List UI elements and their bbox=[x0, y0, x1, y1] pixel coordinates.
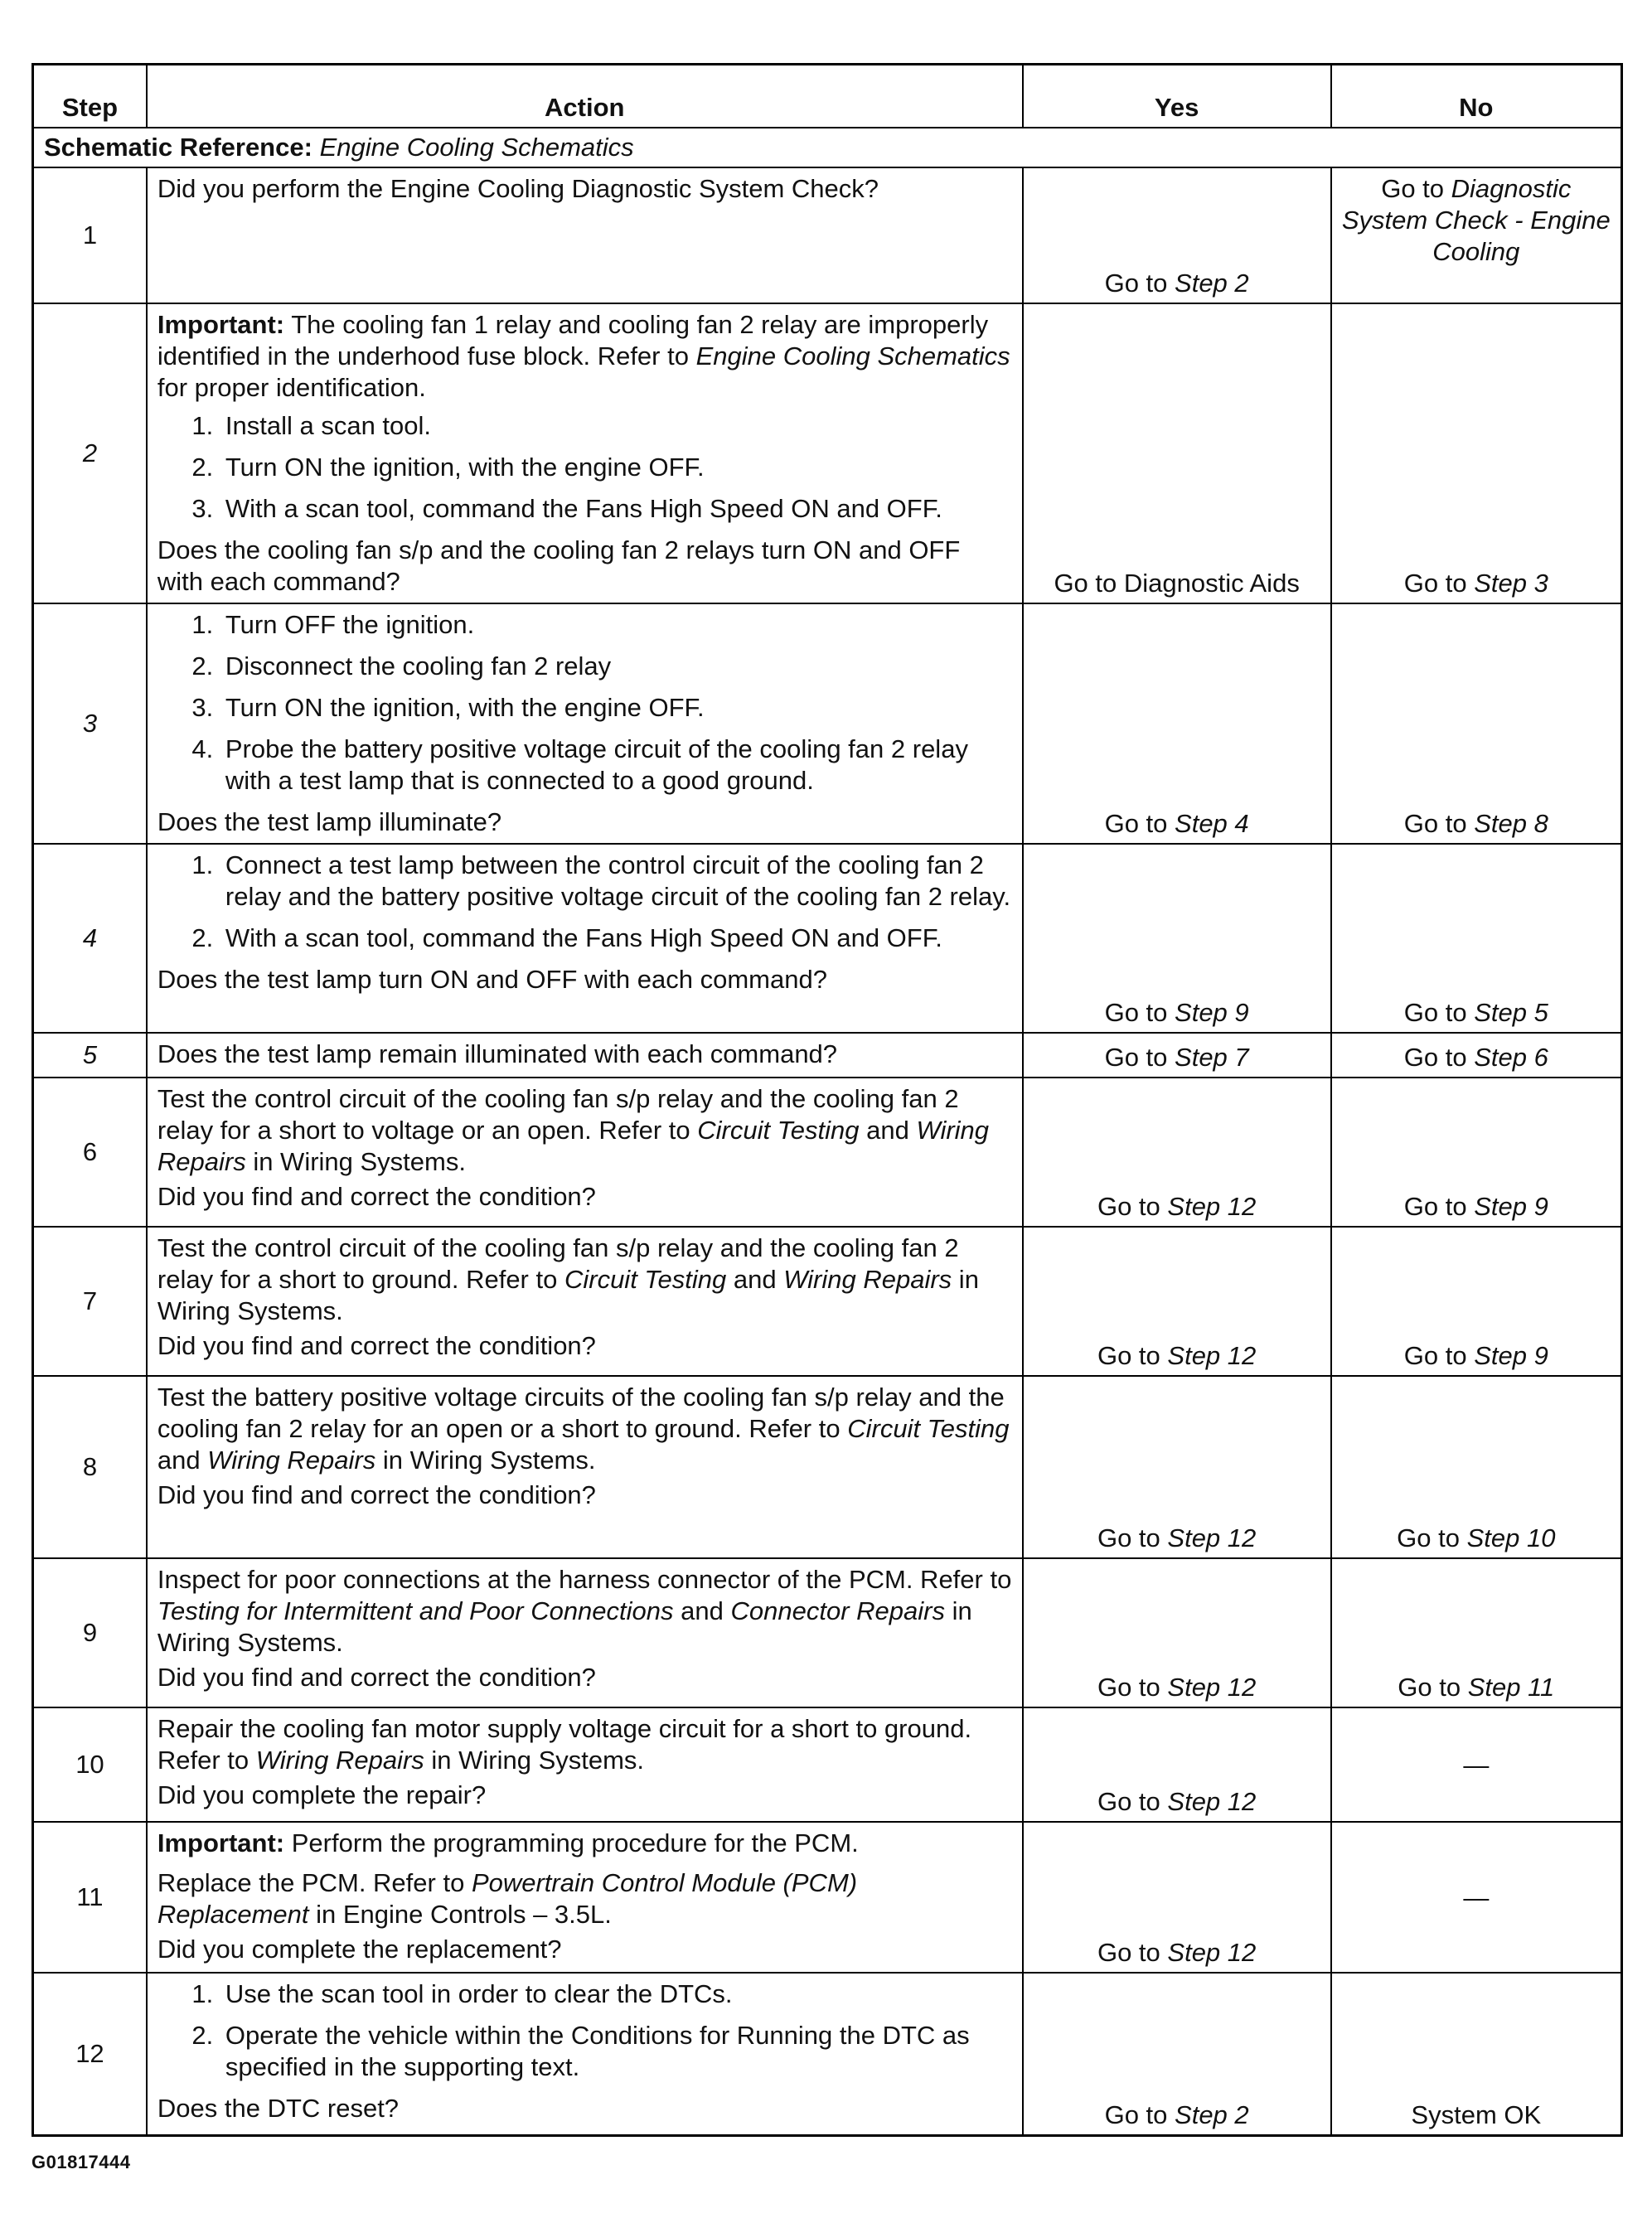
important-text-end: for proper identification. bbox=[157, 373, 426, 402]
yes-step-link[interactable]: Step 4 bbox=[1175, 809, 1249, 838]
figure-code: G01817444 bbox=[31, 2152, 131, 2172]
yes-cell bbox=[1023, 1822, 1331, 1973]
table-row bbox=[33, 603, 1622, 844]
action-cell bbox=[147, 603, 1023, 844]
yes-step-link[interactable]: Step 7 bbox=[1175, 1043, 1249, 1072]
yes-prefix: Go to bbox=[1097, 1523, 1168, 1552]
schematic-reference-row bbox=[33, 128, 1622, 167]
list-item: 2. With a scan tool, command the Fans High Speed ON and OFF. bbox=[220, 923, 1012, 954]
header-step: Step bbox=[33, 65, 147, 128]
important-text: The cooling fan 1 relay and cooling fan 2 relay are improperly identified in the underhood fuse block. Refer to bbox=[157, 310, 989, 370]
no-step-link[interactable]: Step 5 bbox=[1474, 998, 1548, 1027]
table-row bbox=[33, 1558, 1622, 1707]
yes-cell bbox=[1023, 1558, 1331, 1707]
action-cell bbox=[147, 1078, 1023, 1227]
yes-prefix: Go to bbox=[1104, 269, 1175, 298]
header-yes: Yes bbox=[1023, 65, 1331, 128]
no-prefix: Go to bbox=[1381, 174, 1451, 203]
yes-prefix: Go to bbox=[1097, 1938, 1168, 1967]
action-question: Did you complete the replacement? bbox=[157, 1935, 562, 1964]
list-item: 1. Connect a test lamp between the control circuit of the cooling fan 2 relay and the battery positive voltage circuit of the cooling fan 2 relay. bbox=[220, 850, 1012, 913]
action-question: Does the test lamp remain illuminated with each command? bbox=[157, 1039, 838, 1068]
yes-cell bbox=[1023, 844, 1331, 1033]
action-text-part: and bbox=[157, 1446, 208, 1475]
action-cell bbox=[147, 1033, 1023, 1078]
table-row bbox=[33, 1376, 1622, 1558]
action-cell bbox=[147, 1376, 1023, 1558]
no-step-link[interactable]: Step 9 bbox=[1474, 1192, 1548, 1221]
schematic-reference-cell bbox=[33, 128, 1622, 167]
important-label: Important: bbox=[157, 310, 285, 339]
header-no: No bbox=[1331, 65, 1622, 128]
step-number: 5 bbox=[33, 1033, 147, 1078]
no-cell bbox=[1331, 1227, 1622, 1376]
action-cell bbox=[147, 1558, 1023, 1707]
table-row bbox=[33, 1227, 1622, 1376]
action-cell bbox=[147, 167, 1023, 303]
action-text-part: in Wiring Systems. bbox=[245, 1147, 466, 1176]
action-text bbox=[157, 1564, 1012, 1659]
step-number: 10 bbox=[33, 1707, 147, 1822]
yes-step-link[interactable]: Step 12 bbox=[1167, 1341, 1257, 1370]
list-item: 2. Operate the vehicle within the Conditions for Running the DTC as specified in the supporting text. bbox=[220, 2020, 1012, 2083]
action-text-part: and bbox=[673, 1596, 731, 1625]
action-text-part: Inspect for poor connections at the harness connector of the PCM. Refer to bbox=[157, 1565, 1012, 1594]
yes-prefix: Go to bbox=[1097, 1192, 1168, 1221]
action-cell bbox=[147, 1227, 1023, 1376]
action-question: Did you find and correct the condition? bbox=[157, 1480, 596, 1509]
important-note bbox=[157, 309, 1012, 404]
yes-cell bbox=[1023, 603, 1331, 844]
list-item: 1. Turn OFF the ignition. bbox=[220, 609, 1012, 641]
step-number: 9 bbox=[33, 1558, 147, 1707]
step-number: 12 bbox=[33, 1973, 147, 2136]
action-cell bbox=[147, 1707, 1023, 1822]
wiring-repairs-link[interactable]: Wiring Repairs bbox=[783, 1265, 952, 1294]
list-item: 2. Turn ON the ignition, with the engine OFF. bbox=[220, 452, 1012, 483]
action-question: Did you perform the Engine Cooling Diagnostic System Check? bbox=[157, 174, 879, 203]
action-text-part: Test the control circuit of the cooling fan s/p relay and the cooling fan 2 relay for a short to voltage or an open. Refer to bbox=[157, 1084, 959, 1145]
wiring-repairs-link[interactable]: Wiring Repairs bbox=[207, 1446, 376, 1475]
yes-diagnostic-aids-link[interactable]: Go to Diagnostic Aids bbox=[1023, 303, 1331, 603]
no-cell bbox=[1331, 167, 1622, 303]
yes-prefix: Go to bbox=[1097, 1787, 1168, 1816]
no-step-link[interactable]: Step 6 bbox=[1474, 1043, 1548, 1072]
header-row bbox=[33, 65, 1622, 128]
yes-prefix: Go to bbox=[1097, 1341, 1168, 1370]
important-note bbox=[157, 1828, 1012, 1859]
action-text-part: Replace the PCM. Refer to bbox=[157, 1868, 472, 1897]
step-number: 7 bbox=[33, 1227, 147, 1376]
yes-prefix: Go to bbox=[1097, 1673, 1168, 1702]
yes-cell bbox=[1023, 1376, 1331, 1558]
list-item: 3. Turn ON the ignition, with the engine OFF. bbox=[220, 692, 1012, 724]
list-item: 1. Use the scan tool in order to clear the DTCs. bbox=[220, 1978, 1012, 2010]
yes-prefix: Go to bbox=[1104, 2100, 1175, 2129]
step-number: 6 bbox=[33, 1078, 147, 1227]
diagnostic-table bbox=[31, 63, 1623, 2137]
no-prefix: Go to bbox=[1403, 569, 1475, 598]
no-prefix: Go to bbox=[1398, 1673, 1468, 1702]
table-row bbox=[33, 1707, 1622, 1822]
procedure-list bbox=[157, 1978, 1012, 2083]
action-question: Does the cooling fan s/p and the cooling fan 2 relays turn ON and OFF with each command? bbox=[157, 535, 961, 596]
circuit-testing-link[interactable]: Circuit Testing bbox=[564, 1265, 727, 1294]
action-question: Did you complete the repair? bbox=[157, 1780, 487, 1809]
action-text-part: Test the battery positive voltage circuits of the cooling fan s/p relay and the cooling fan 2 relay for an open or a short to ground. Refer to bbox=[157, 1383, 1005, 1443]
procedure-list bbox=[157, 410, 1012, 525]
no-cell bbox=[1331, 1376, 1622, 1558]
no-diagnostic-link[interactable]: Diagnostic System Check - Engine Cooling bbox=[1341, 174, 1611, 266]
yes-step-link[interactable]: Step 9 bbox=[1175, 998, 1249, 1027]
no-prefix: Go to bbox=[1403, 1341, 1475, 1370]
yes-step-link[interactable]: Step 12 bbox=[1167, 1192, 1257, 1221]
step-number: 4 bbox=[33, 844, 147, 1033]
action-text bbox=[157, 1713, 1012, 1776]
no-cell bbox=[1331, 603, 1622, 844]
list-item: 3. With a scan tool, command the Fans High Speed ON and OFF. bbox=[220, 493, 1012, 525]
action-question: Did you find and correct the condition? bbox=[157, 1663, 596, 1692]
step-number: 3 bbox=[33, 603, 147, 844]
connector-repairs-link[interactable]: Connector Repairs bbox=[730, 1596, 945, 1625]
action-cell bbox=[147, 844, 1023, 1033]
action-question: Does the test lamp illuminate? bbox=[157, 807, 502, 836]
list-item: 1. Install a scan tool. bbox=[220, 410, 1012, 442]
action-cell bbox=[147, 1973, 1023, 2136]
action-text-part: Repair the cooling fan motor supply voltage circuit for a short to ground. Refer to bbox=[157, 1714, 972, 1775]
no-dash: — bbox=[1331, 1822, 1622, 1973]
yes-cell bbox=[1023, 1973, 1331, 2136]
no-step-link[interactable]: Step 3 bbox=[1474, 569, 1548, 598]
action-text-part: in Engine Controls – 3.5L. bbox=[308, 1900, 612, 1929]
list-item: 2. Disconnect the cooling fan 2 relay bbox=[220, 651, 1012, 682]
no-step-link[interactable]: Step 11 bbox=[1467, 1673, 1555, 1702]
no-system-ok: System OK bbox=[1331, 1973, 1622, 2136]
step-number: 11 bbox=[33, 1822, 147, 1973]
yes-step-link[interactable]: Step 12 bbox=[1167, 1523, 1257, 1552]
yes-cell bbox=[1023, 1033, 1331, 1078]
action-cell bbox=[147, 303, 1023, 603]
schematics-link[interactable]: Engine Cooling Schematics bbox=[695, 341, 1010, 370]
no-prefix: Go to bbox=[1403, 1043, 1475, 1072]
action-text-part: and bbox=[859, 1116, 917, 1145]
no-prefix: Go to bbox=[1403, 998, 1475, 1027]
action-cell bbox=[147, 1822, 1023, 1973]
yes-prefix: Go to bbox=[1104, 1043, 1175, 1072]
no-prefix: Go to bbox=[1403, 809, 1475, 838]
action-question: Does the DTC reset? bbox=[157, 2094, 400, 2123]
step-number: 8 bbox=[33, 1376, 147, 1558]
important-label: Important: bbox=[157, 1828, 285, 1857]
table-row bbox=[33, 844, 1622, 1033]
yes-cell bbox=[1023, 1227, 1331, 1376]
no-step-link[interactable]: Step 8 bbox=[1474, 809, 1548, 838]
table-row bbox=[33, 1973, 1622, 2136]
action-question: Did you find and correct the condition? bbox=[157, 1182, 596, 1211]
action-text bbox=[157, 1867, 1012, 1930]
action-text-part: in Wiring Systems. bbox=[157, 1596, 972, 1657]
action-text bbox=[157, 1083, 1012, 1178]
yes-cell bbox=[1023, 1707, 1331, 1822]
table-row bbox=[33, 1033, 1622, 1078]
yes-cell bbox=[1023, 167, 1331, 303]
important-text: Perform the programming procedure for the PCM. bbox=[284, 1828, 859, 1857]
action-question: Did you find and correct the condition? bbox=[157, 1331, 596, 1360]
intermittent-connections-link[interactable]: Testing for Intermittent and Poor Connections bbox=[157, 1596, 674, 1625]
action-text bbox=[157, 1233, 1012, 1327]
step-number: 1 bbox=[33, 167, 147, 303]
procedure-list bbox=[157, 609, 1012, 797]
no-step-link[interactable]: Step 10 bbox=[1466, 1523, 1556, 1552]
yes-step-link[interactable]: Step 2 bbox=[1175, 2100, 1249, 2129]
schematic-reference-label: Schematic Reference: bbox=[44, 133, 312, 162]
yes-cell bbox=[1023, 1078, 1331, 1227]
no-prefix: Go to bbox=[1397, 1523, 1467, 1552]
step-number: 2 bbox=[33, 303, 147, 603]
action-text-part: in Wiring Systems. bbox=[375, 1446, 596, 1475]
table-row bbox=[33, 167, 1622, 303]
table-row bbox=[33, 303, 1622, 603]
circuit-testing-link[interactable]: Circuit Testing bbox=[847, 1414, 1010, 1443]
action-question: Does the test lamp turn ON and OFF with each command? bbox=[157, 965, 827, 994]
wiring-repairs-link[interactable]: Wiring Repairs bbox=[255, 1746, 424, 1775]
wiring-repairs-link[interactable]: Wiring Repairs bbox=[157, 1116, 990, 1176]
yes-prefix: Go to bbox=[1104, 998, 1175, 1027]
table-row bbox=[33, 1822, 1622, 1973]
action-text-part: in Wiring Systems. bbox=[424, 1746, 645, 1775]
header-action: Action bbox=[147, 65, 1023, 128]
circuit-testing-link[interactable]: Circuit Testing bbox=[697, 1116, 860, 1145]
procedure-list bbox=[157, 850, 1012, 954]
action-text-part: in Wiring Systems. bbox=[157, 1265, 979, 1325]
no-step-link[interactable]: Step 9 bbox=[1474, 1341, 1548, 1370]
yes-prefix: Go to bbox=[1104, 809, 1175, 838]
schematic-reference-value: Engine Cooling Schematics bbox=[319, 133, 634, 162]
table-row bbox=[33, 1078, 1622, 1227]
yes-step-link[interactable]: Step 2 bbox=[1175, 269, 1249, 298]
action-text bbox=[157, 1382, 1012, 1476]
list-item: 4. Probe the battery positive voltage circuit of the cooling fan 2 relay with a test lamp that is connected to a good ground. bbox=[220, 734, 1012, 797]
no-cell bbox=[1331, 1558, 1622, 1707]
action-text-part: Test the control circuit of the cooling fan s/p relay and the cooling fan 2 relay for a short to ground. Refer to bbox=[157, 1233, 959, 1294]
yes-step-link[interactable]: Step 12 bbox=[1167, 1673, 1257, 1702]
action-text-part: and bbox=[726, 1265, 784, 1294]
no-cell bbox=[1331, 1033, 1622, 1078]
no-cell bbox=[1331, 303, 1622, 603]
no-prefix: Go to bbox=[1403, 1192, 1475, 1221]
no-cell bbox=[1331, 844, 1622, 1033]
no-cell bbox=[1331, 1078, 1622, 1227]
no-dash: — bbox=[1331, 1707, 1622, 1822]
pcm-replacement-link[interactable]: Powertrain Control Module (PCM) Replacement bbox=[157, 1868, 858, 1929]
yes-step-link[interactable]: Step 12 bbox=[1167, 1938, 1257, 1967]
yes-step-link[interactable]: Step 12 bbox=[1167, 1787, 1257, 1816]
